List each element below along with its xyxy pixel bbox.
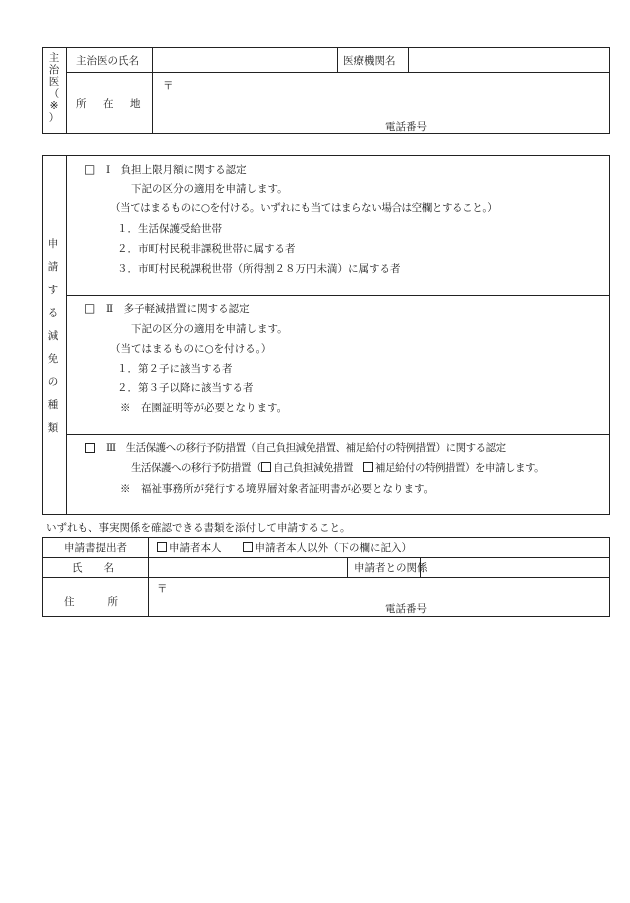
phone-label: 電話番号 xyxy=(385,121,427,133)
section2-item[interactable]: ２．第３子以降に該当する者 xyxy=(117,382,254,394)
section2-item[interactable]: １．第２子に該当する者 xyxy=(117,363,233,375)
reduction-side-char: 申 xyxy=(47,238,59,250)
submitter-name-field[interactable] xyxy=(150,559,345,576)
section2-line2: （当てはまるものに○を付ける。） xyxy=(110,343,272,355)
section3-title: Ⅲ 生活保護への移行予防措置（自己負担減免措置、補足給付の特例措置）に関する認定 xyxy=(106,442,506,454)
physician-side-char: （ xyxy=(48,88,60,100)
section1-line2: （当てはまるものに○を付ける。いずれにも当てはまらない場合は空欄とすること。） xyxy=(110,202,498,214)
section3-line1-suffix: ）を申請します。 xyxy=(465,462,545,474)
physician-address-field[interactable] xyxy=(154,74,608,132)
reduction-side-char: 減 xyxy=(47,330,59,342)
section1-line1: 下記の区分の適用を申請します。 xyxy=(131,183,288,195)
submitter-label: 申請書提出者 xyxy=(64,542,127,554)
section3-checkbox[interactable] xyxy=(85,443,97,455)
submitter-address-label: 住 所 xyxy=(64,596,122,608)
submitter-options xyxy=(157,541,412,555)
section1-item[interactable]: ３．市町村民税課税世帯（所得割２８万円未満）に属する者 xyxy=(117,263,401,275)
reduction-side-char: 免 xyxy=(47,353,59,365)
checkbox-icon xyxy=(85,443,95,453)
option-other-label: 申請者本人以外（下の欄に記入） xyxy=(254,542,412,554)
section2-checkbox[interactable]: □ xyxy=(84,301,96,315)
physician-divider xyxy=(152,47,153,134)
submitter-divider xyxy=(42,577,610,578)
physician-side-char: ） xyxy=(48,112,60,124)
physician-divider xyxy=(152,72,610,73)
option-self-label: 申請者本人 xyxy=(169,542,222,554)
submitter-address-field[interactable] xyxy=(150,579,608,615)
physician-divider xyxy=(66,47,67,134)
section1-checkbox[interactable]: □ xyxy=(84,162,96,176)
institution-field[interactable] xyxy=(410,49,608,71)
submitter-name-label: 氏 名 xyxy=(72,562,114,574)
relation-label: 申請者との関係 xyxy=(354,562,428,574)
submitter-phone-label: 電話番号 xyxy=(385,603,427,615)
other-checkbox[interactable] xyxy=(243,542,253,552)
reduction-side-char: 種 xyxy=(47,399,59,411)
institution-label: 医療機関名 xyxy=(343,55,396,67)
relation-field[interactable] xyxy=(422,559,608,576)
physician-side-label xyxy=(47,52,61,124)
physician-address-label: 所 在 地 xyxy=(76,98,144,110)
section2-line1: 下記の区分の適用を申請します。 xyxy=(131,323,288,335)
physician-side-char: 医 xyxy=(48,76,60,88)
postal-mark: 〒 xyxy=(163,80,174,92)
submitter-divider xyxy=(42,557,610,558)
self-checkbox[interactable] xyxy=(157,542,167,552)
reduction-side-char: る xyxy=(47,307,59,319)
physician-side-char: 治 xyxy=(48,64,60,76)
option-a-checkbox[interactable] xyxy=(261,462,271,472)
postal-mark: 〒 xyxy=(157,583,168,595)
section1-item[interactable]: １．生活保護受給世帯 xyxy=(117,223,222,235)
physician-side-char: 主 xyxy=(48,52,60,64)
physician-name-field[interactable] xyxy=(154,49,335,71)
submitter-divider xyxy=(347,557,348,577)
section3-note: ※ 福祉事務所が発行する境界層対象者証明書が必要となります。 xyxy=(120,483,435,495)
physician-side-char: ※ xyxy=(49,100,59,112)
section2-title: Ⅱ 多子軽減措置に関する認定 xyxy=(106,303,250,315)
section2-note: ※ 在園証明等が必要となります。 xyxy=(120,402,288,414)
section3-line1 xyxy=(131,461,544,475)
physician-divider xyxy=(337,47,338,72)
reduction-side-char: の xyxy=(47,376,59,388)
reduction-side-char: す xyxy=(47,284,59,296)
option-a-label: 自己負担減免措置 xyxy=(273,462,353,474)
section1-item[interactable]: ２．市町村民税非課税世帯に属する者 xyxy=(117,243,296,255)
physician-divider xyxy=(66,72,152,73)
reduction-side-char: 類 xyxy=(47,422,59,434)
reduction-divider xyxy=(66,295,610,296)
section1-title: Ⅰ 負担上限月額に関する認定 xyxy=(106,164,247,176)
instruction-text: いずれも、事実関係を確認できる書類を添付して申請すること。 xyxy=(46,522,351,534)
physician-name-label: 主治医の氏名 xyxy=(76,55,139,67)
section3-line1-prefix: 生活保護への移行予防措置（ xyxy=(131,462,261,474)
physician-divider xyxy=(408,47,409,72)
reduction-divider xyxy=(66,434,610,435)
option-b-checkbox[interactable] xyxy=(363,462,373,472)
reduction-side-char: 請 xyxy=(47,261,59,273)
submitter-divider xyxy=(148,537,149,617)
option-b-label: 補足給付の特例措置 xyxy=(375,462,465,474)
reduction-divider xyxy=(66,155,67,515)
reduction-side-label xyxy=(46,233,60,440)
